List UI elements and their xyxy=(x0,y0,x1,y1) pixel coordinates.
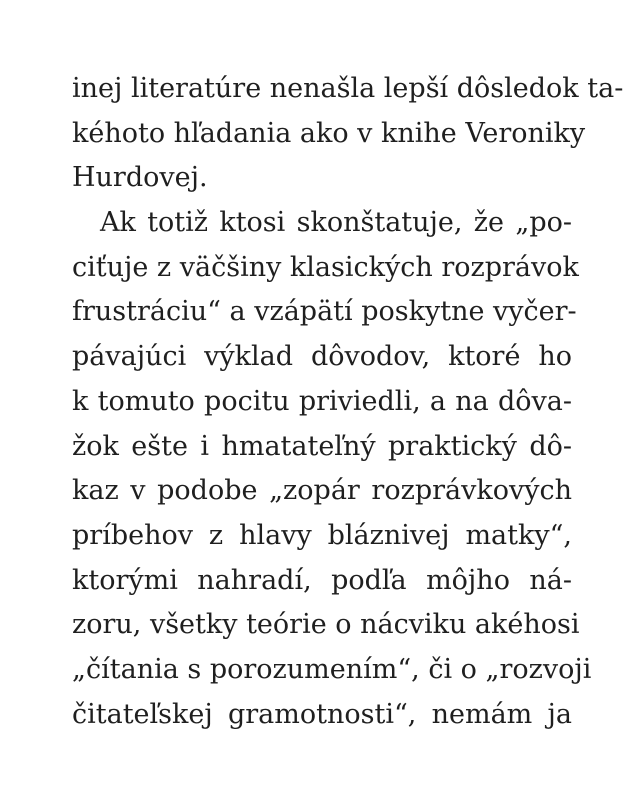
text-line: kéhoto hľadania ako v knihe Veroniky xyxy=(72,117,586,149)
text-line: ciťuje z väčšiny klasických rozprávok xyxy=(72,251,579,283)
text-line: zoru, všetky teórie o nácviku akéhosi xyxy=(72,609,580,641)
text-line: čitateľskej gramotnosti“, nemám ja xyxy=(72,698,572,730)
text-line: frustráciu“ a vzápätí poskytne vyčer- xyxy=(72,296,577,328)
text-line: pávajúci výklad dôvodov, ktoré ho xyxy=(72,341,572,373)
paragraph-first-line: Ak totiž ktosi skonštatuje, že „po- xyxy=(100,207,572,239)
text-line: kaz v podobe „zopár rozprávkových xyxy=(72,475,572,507)
text-line: „čítania s porozumením“, či o „rozvoji xyxy=(72,653,592,685)
text-line: žok ešte i hmatateľný praktický dô- xyxy=(72,430,572,462)
body-text xyxy=(72,67,624,737)
text-line: inej literatúre nenašla lepší dôsledok ta- xyxy=(72,73,624,104)
text-line: k tomuto pocitu priviedli, a na dôva- xyxy=(72,385,572,417)
text-line: Hurdovej. xyxy=(72,162,208,194)
text-line: ktorými nahradí, podľa môjho ná- xyxy=(72,564,572,596)
text-line: príbehov z hlavy bláznivej matky“, xyxy=(72,519,572,551)
